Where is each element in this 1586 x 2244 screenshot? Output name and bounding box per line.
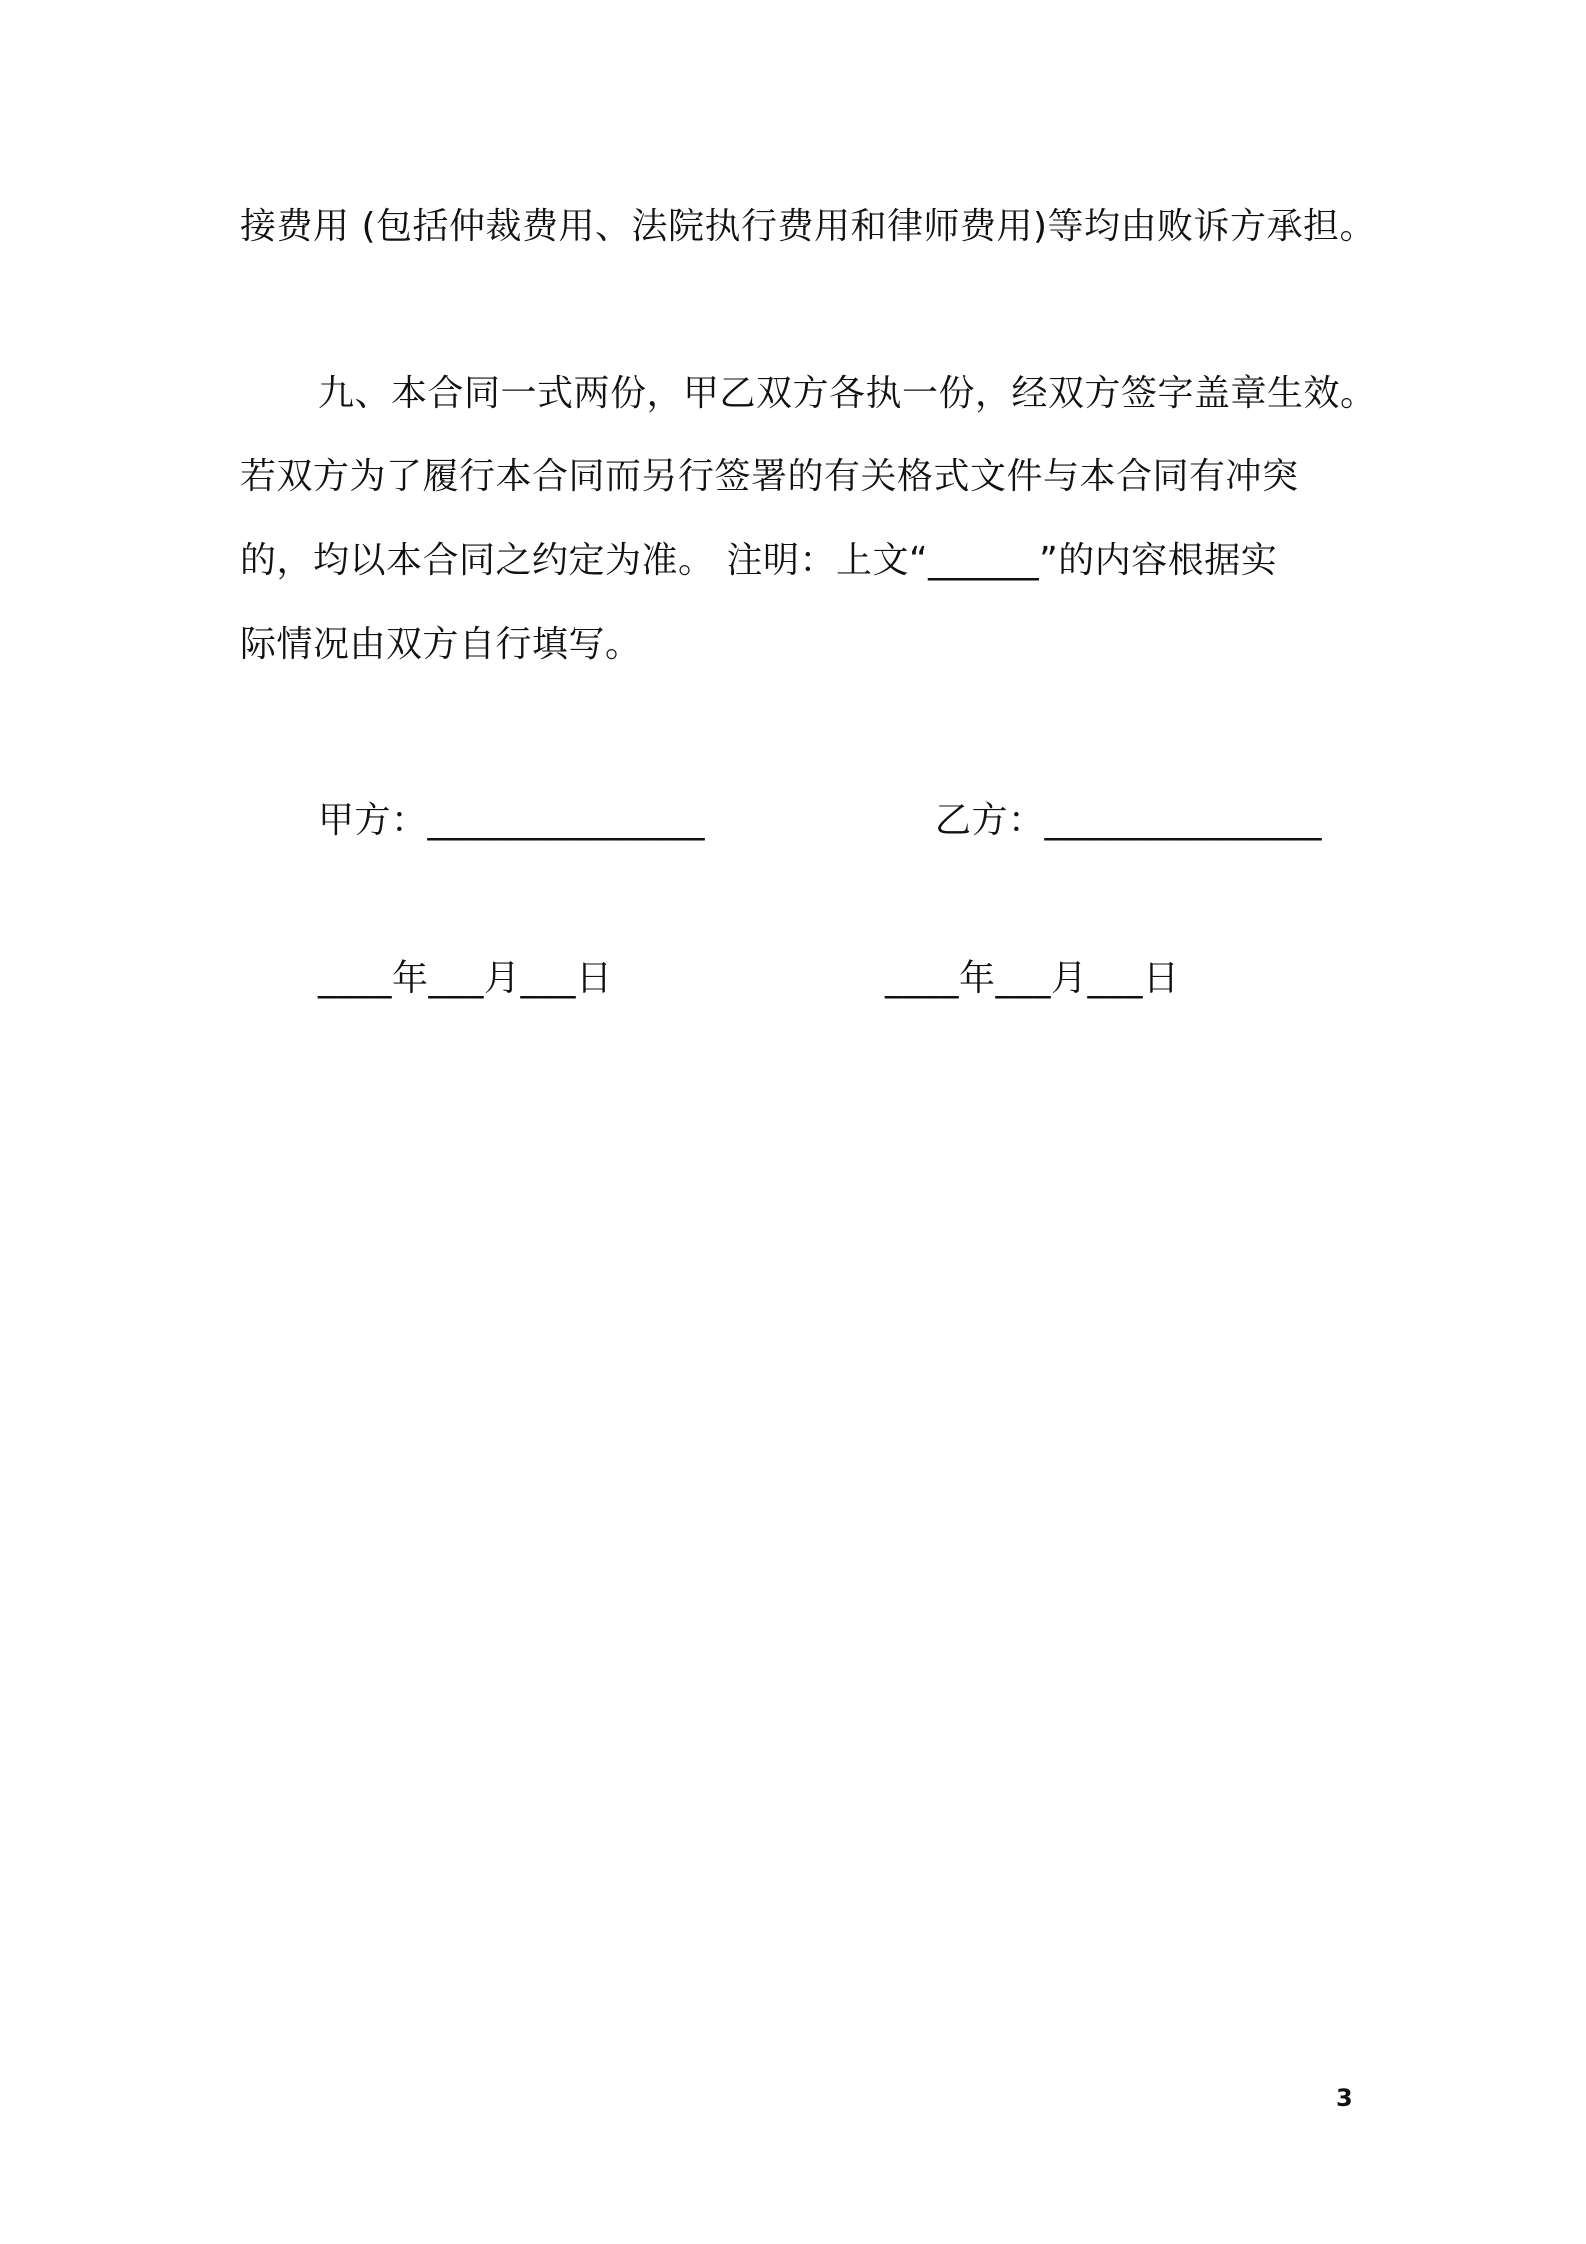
clause-nine-line-2: 若双方为了履行本合同而另行签署的有关格式文件与本合同有冲突 xyxy=(240,456,1299,497)
clause-nine-line-1: 九、本合同一式两份，甲乙双方各执一份，经双方签字盖章生效。 xyxy=(318,373,1377,414)
paragraph-line-1: 接费用 (包括仲裁费用、法院执行费用和律师费用)等均由败诉方承担。 xyxy=(240,206,1377,247)
page-number: 3 xyxy=(1336,2084,1353,2112)
party-b-signature: 乙方：_______________ xyxy=(935,800,1323,841)
party-a-signature: 甲方：_______________ xyxy=(318,800,706,841)
clause-nine-line-4: 际情况由双方自行填写。 xyxy=(240,624,642,665)
party-a-date: ____年___月___日 xyxy=(318,958,613,999)
clause-nine-line-3: 的，均以本合同之约定为准。 注明：上文“______”的内容根据实 xyxy=(240,540,1278,581)
party-b-date: ____年___月___日 xyxy=(885,958,1180,999)
